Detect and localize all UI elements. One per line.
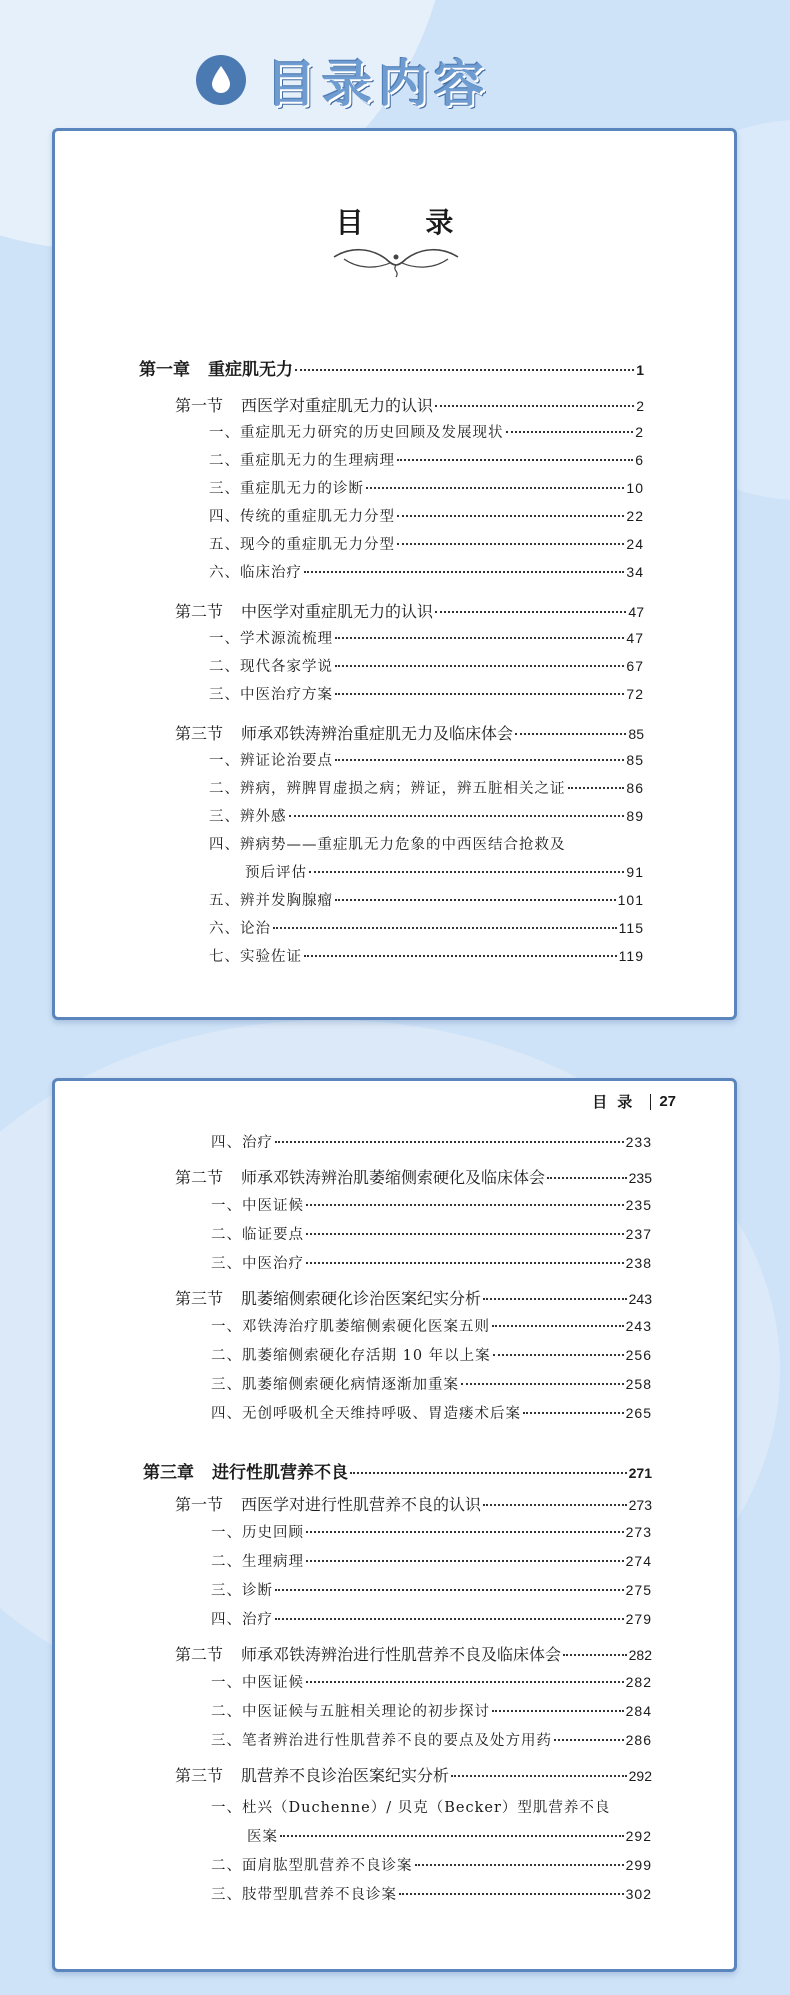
toc-entry-label: 第二节 xyxy=(175,1168,224,1187)
toc-entry-item xyxy=(211,1550,652,1571)
toc-entry-page-number: 282 xyxy=(625,1674,652,1690)
toc-entry-page-number: 101 xyxy=(617,892,644,908)
toc-entry-title xyxy=(139,355,293,380)
toc-entry-page-number: 47 xyxy=(628,604,644,620)
toc-entry-text: 二、生理病理 xyxy=(211,1554,304,1570)
toc-entry-page-number: 237 xyxy=(625,1226,652,1242)
toc-entry-section xyxy=(175,721,644,744)
toc-entry-item xyxy=(211,1373,652,1394)
toc-entry-page-number: 273 xyxy=(625,1524,652,1540)
leader-dots xyxy=(397,515,624,517)
leader-dots xyxy=(568,787,625,789)
toc-entry-text: 六、临床治疗 xyxy=(209,565,302,581)
toc-entry-title xyxy=(209,945,302,966)
toc-entry-item xyxy=(211,1315,652,1336)
toc-entry-page-number: 2 xyxy=(635,424,644,440)
toc-entry-page-number: 47 xyxy=(626,630,644,646)
toc-entry-title xyxy=(211,1194,304,1215)
toc-entry-title xyxy=(209,749,333,770)
toc-entry-item xyxy=(209,505,644,526)
toc-entry-item xyxy=(209,655,644,676)
toc-entry-title xyxy=(209,505,395,526)
toc-entry-page-number: 292 xyxy=(628,1768,652,1784)
leader-dots xyxy=(397,459,633,461)
toc-entry-title xyxy=(211,1796,610,1817)
toc-entry-text: 二、肌萎缩侧索硬化存活期 10 年以上案 xyxy=(211,1348,491,1364)
toc-entry-item xyxy=(211,1796,652,1817)
toc-entry-text: 重症肌无力 xyxy=(208,360,293,380)
toc-entry-page-number: 284 xyxy=(625,1703,652,1719)
toc-entry-text: 二、临证要点 xyxy=(211,1227,304,1243)
toc-entry-page-number: 10 xyxy=(626,480,644,496)
toc-entry-page-number: 243 xyxy=(625,1318,652,1334)
leader-dots xyxy=(309,871,624,873)
toc-entry-title xyxy=(209,533,395,554)
toc-entry-text: 三、肢带型肌营养不良诊案 xyxy=(211,1887,397,1903)
running-head xyxy=(592,1091,676,1112)
leader-dots xyxy=(366,487,624,489)
leader-dots xyxy=(461,1383,624,1385)
leader-dots xyxy=(335,693,624,695)
toc-entry-page-number: 258 xyxy=(625,1376,652,1392)
toc-entry-page-number: 119 xyxy=(618,948,644,964)
toc-entry-title xyxy=(209,655,333,676)
toc-entry-text: 中医学对重症肌无力的认识 xyxy=(241,602,434,621)
page-header xyxy=(196,44,490,116)
toc-entry-text: 三、笔者辨治进行性肌营养不良的要点及处方用药 xyxy=(211,1733,552,1749)
toc-entry-title xyxy=(211,1854,413,1875)
toc-entry-title xyxy=(211,1550,304,1571)
toc-entry-page-number: 115 xyxy=(618,920,644,936)
toc-entry-title xyxy=(211,1252,304,1273)
toc-entry-text: 三、重症肌无力的诊断 xyxy=(209,481,364,497)
toc-entry-title xyxy=(175,1492,481,1515)
leader-dots xyxy=(335,637,624,639)
toc-entry-item xyxy=(209,889,644,910)
toc-entry-title xyxy=(209,561,302,582)
leader-dots xyxy=(280,1835,624,1837)
leader-dots xyxy=(273,927,617,929)
leader-dots xyxy=(492,1325,624,1327)
leader-dots xyxy=(275,1141,624,1143)
leader-dots xyxy=(515,733,626,735)
leader-dots xyxy=(554,1739,624,1741)
toc-entry-page-number: 273 xyxy=(628,1497,652,1513)
toc-entry-title xyxy=(175,1286,481,1309)
toc-entry-page-number: 6 xyxy=(635,452,644,468)
toc-title: 目 录 xyxy=(335,206,480,239)
toc-entry-title xyxy=(245,861,307,882)
toc-entry-title xyxy=(209,421,504,442)
toc-entry-title xyxy=(209,833,566,854)
toc-entry-item xyxy=(209,683,644,704)
toc-entry-text: 四、无创呼吸机全天维持呼吸、胃造瘘术后案 xyxy=(211,1406,521,1422)
toc-entry-title xyxy=(247,1825,278,1846)
toc-entry-chapter xyxy=(139,355,644,380)
toc-entry-title xyxy=(211,1131,273,1152)
toc-entry-item xyxy=(211,1700,652,1721)
toc-entry-text: 四、传统的重症肌无力分型 xyxy=(209,509,395,525)
leader-dots xyxy=(306,1560,624,1562)
toc-entry-item xyxy=(211,1223,652,1244)
toc-entry-item xyxy=(209,805,644,826)
toc-entry-text: 二、辨病，辨脾胃虚损之病；辨证，辨五脏相关之证 xyxy=(209,781,566,797)
toc-entry-text: 四、治疗 xyxy=(211,1135,273,1151)
leader-dots xyxy=(306,1262,624,1264)
toc-entry-title xyxy=(209,477,364,498)
toc-entry-title xyxy=(209,889,333,910)
toc-entry-item xyxy=(211,1729,652,1750)
toc-entry-text: 西医学对重症肌无力的认识 xyxy=(241,396,434,415)
toc-entry-text: 三、辨外感 xyxy=(209,809,287,825)
toc-entry-label: 第一章 xyxy=(139,360,190,380)
toc-entry-page-number: 275 xyxy=(625,1582,652,1598)
toc-entry-page-number: 279 xyxy=(625,1611,652,1627)
leader-dots xyxy=(306,1233,624,1235)
leader-dots xyxy=(335,759,624,761)
toc-entry-title xyxy=(175,1165,545,1188)
leader-dots xyxy=(304,571,624,573)
toc-entry-section xyxy=(175,1642,652,1665)
toc-entry-text: 一、中医证候 xyxy=(211,1198,304,1214)
toc-entry-title xyxy=(211,1344,491,1365)
toc-entry-text: 三、诊断 xyxy=(211,1583,273,1599)
toc-entry-page-number: 243 xyxy=(628,1291,652,1307)
toc-entry-title xyxy=(209,777,566,798)
toc-entry-page-number: 85 xyxy=(626,752,644,768)
flourish-ornament-icon xyxy=(330,243,462,279)
toc-entry-section xyxy=(175,1286,652,1309)
toc-entry-item xyxy=(211,1521,652,1542)
toc-entry-page-number: 233 xyxy=(625,1134,652,1150)
toc-entry-title xyxy=(211,1373,459,1394)
toc-entry-text: 二、面肩肱型肌营养不良诊案 xyxy=(211,1858,413,1874)
toc-entry-page-number: 34 xyxy=(626,564,644,580)
leader-dots xyxy=(397,543,624,545)
toc-entry-item xyxy=(211,1194,652,1215)
toc-entry-text: 一、邓铁涛治疗肌萎缩侧索硬化医案五则 xyxy=(211,1319,490,1335)
toc-entry-text: 二、中医证候与五脏相关理论的初步探讨 xyxy=(211,1704,490,1720)
toc-page-2 xyxy=(52,1078,737,1972)
toc-entry-title xyxy=(175,599,433,622)
toc-entry-item xyxy=(211,1854,652,1875)
leader-dots xyxy=(295,369,634,371)
toc-entry-page-number: 292 xyxy=(625,1828,652,1844)
toc-entry-title xyxy=(211,1608,273,1629)
toc-entry-title xyxy=(211,1402,521,1423)
toc-entry-item xyxy=(211,1671,652,1692)
leader-dots xyxy=(289,815,625,817)
toc-entry-section xyxy=(175,1763,652,1786)
toc-entry-label: 第三节 xyxy=(175,724,224,743)
leader-dots xyxy=(483,1298,627,1300)
leader-dots xyxy=(275,1618,624,1620)
leader-dots xyxy=(563,1654,627,1656)
toc-entry-item xyxy=(211,1344,652,1365)
toc-entry-item xyxy=(209,917,644,938)
toc-entry-item xyxy=(211,1252,652,1273)
toc-entry-text: 西医学对进行性肌营养不良的认识 xyxy=(241,1495,482,1514)
toc-entry-item xyxy=(209,421,644,442)
toc-entry-text: 师承邓铁涛辨治肌萎缩侧索硬化及临床体会 xyxy=(241,1168,546,1187)
toc-entry-chapter xyxy=(143,1458,652,1483)
toc-entry-page-number: 286 xyxy=(625,1732,652,1748)
toc-entry-label: 第一节 xyxy=(175,1495,224,1514)
water-drop-icon xyxy=(196,55,246,105)
toc-entry-page-number: 282 xyxy=(628,1647,652,1663)
toc-entry-text: 医案 xyxy=(247,1829,278,1845)
toc-entry-page-number: 1 xyxy=(636,362,644,378)
toc-entry-label: 第二节 xyxy=(175,1645,224,1664)
toc-entry-item xyxy=(209,561,644,582)
toc-entry-item xyxy=(209,477,644,498)
toc-entry-page-number: 85 xyxy=(628,726,644,742)
toc-entry-item xyxy=(209,945,644,966)
toc-entry-item xyxy=(211,1402,652,1423)
toc-entry-text: 一、中医证候 xyxy=(211,1675,304,1691)
toc-entry-item xyxy=(211,1883,652,1904)
leader-dots xyxy=(304,955,617,957)
leader-dots xyxy=(435,611,626,613)
toc-entry-item xyxy=(211,1131,652,1152)
toc-entry-text: 六、论治 xyxy=(209,921,271,937)
leader-dots xyxy=(335,899,616,901)
toc-entry-page-number: 89 xyxy=(626,808,644,824)
toc-entry-title xyxy=(211,1729,552,1750)
toc-entry-text: 二、重症肌无力的生理病理 xyxy=(209,453,395,469)
toc-page-1 xyxy=(52,128,737,1020)
leader-dots xyxy=(306,1204,624,1206)
leader-dots xyxy=(306,1681,624,1683)
toc-entry-page-number: 2 xyxy=(636,398,644,414)
toc-entry-title xyxy=(211,1521,304,1542)
toc-entry-text: 一、学术源流梳理 xyxy=(209,631,333,647)
toc-entry-title xyxy=(211,1579,273,1600)
toc-entry-page-number: 24 xyxy=(626,536,644,552)
toc-entry-page-number: 274 xyxy=(625,1553,652,1569)
toc-entry-text: 肌营养不良诊治医案纪实分析 xyxy=(241,1766,450,1785)
toc-entry-item xyxy=(247,1825,652,1846)
toc-entry-page-number: 235 xyxy=(625,1197,652,1213)
toc-entry-label: 第三章 xyxy=(143,1463,194,1483)
toc-entry-title xyxy=(175,393,433,416)
toc-entry-text: 五、现今的重症肌无力分型 xyxy=(209,537,395,553)
toc-entry-title xyxy=(175,721,513,744)
toc-entry-text: 五、辨并发胸腺瘤 xyxy=(209,893,333,909)
toc-entry-text: 师承邓铁涛辨治重症肌无力及临床体会 xyxy=(241,724,514,743)
toc-entry-text: 三、中医治疗 xyxy=(211,1256,304,1272)
toc-entry-title xyxy=(211,1883,397,1904)
toc-entry-item xyxy=(211,1608,652,1629)
leader-dots xyxy=(350,1472,627,1474)
toc-entry-item xyxy=(211,1579,652,1600)
toc-entry-page-number: 67 xyxy=(626,658,644,674)
toc-entry-item xyxy=(209,627,644,648)
leader-dots xyxy=(493,1354,624,1356)
toc-entry-section xyxy=(175,1492,652,1515)
leader-dots xyxy=(506,431,634,433)
toc-entry-item xyxy=(209,533,644,554)
header-title: 目录内容 xyxy=(266,55,490,113)
toc-entry-item xyxy=(209,777,644,798)
toc-entry-text: 三、肌萎缩侧索硬化病情逐渐加重案 xyxy=(211,1377,459,1393)
toc-entry-text: 一、杜兴（Duchenne）/ 贝克（Becker）型肌营养不良 xyxy=(211,1800,611,1816)
toc-entry-item xyxy=(209,833,644,854)
toc-entry-text: 进行性肌营养不良 xyxy=(212,1463,348,1483)
toc-entry-text: 七、实验佐证 xyxy=(209,949,302,965)
toc-entry-page-number: 238 xyxy=(625,1255,652,1271)
toc-entry-text: 三、中医治疗方案 xyxy=(209,687,333,703)
toc-entry-page-number: 265 xyxy=(625,1405,652,1421)
leader-dots xyxy=(523,1412,624,1414)
running-head-divider xyxy=(650,1094,651,1110)
leader-dots xyxy=(435,405,634,407)
toc-entry-text: 肌萎缩侧索硬化诊治医案纪实分析 xyxy=(241,1289,482,1308)
toc-entry-title xyxy=(209,805,287,826)
toc-entry-label: 第三节 xyxy=(175,1766,224,1785)
toc-entry-title xyxy=(209,449,395,470)
toc-entry-page-number: 22 xyxy=(626,508,644,524)
toc-entry-page-number: 299 xyxy=(625,1857,652,1873)
toc-entry-page-number: 91 xyxy=(626,864,644,880)
leader-dots xyxy=(451,1775,627,1777)
toc-entry-section xyxy=(175,393,644,416)
leader-dots xyxy=(483,1504,627,1506)
running-head-page-number: 27 xyxy=(659,1093,676,1110)
leader-dots xyxy=(492,1710,624,1712)
toc-entry-section xyxy=(175,599,644,622)
toc-entry-text: 四、治疗 xyxy=(211,1612,273,1628)
toc-entry-title xyxy=(211,1315,490,1336)
running-head-label: 目录 xyxy=(592,1093,643,1111)
toc-entry-title xyxy=(209,917,271,938)
toc-entry-title xyxy=(211,1671,304,1692)
leader-dots xyxy=(399,1893,624,1895)
toc-entry-page-number: 235 xyxy=(628,1170,652,1186)
toc-entry-title xyxy=(211,1700,490,1721)
toc-entry-title xyxy=(175,1642,561,1665)
leader-dots xyxy=(415,1864,624,1866)
toc-entry-title xyxy=(209,627,333,648)
toc-entry-title xyxy=(175,1763,449,1786)
toc-entry-item xyxy=(209,449,644,470)
toc-entry-label: 第二节 xyxy=(175,602,224,621)
toc-entry-item xyxy=(209,749,644,770)
toc-entry-text: 一、历史回顾 xyxy=(211,1525,304,1541)
toc-entry-page-number: 86 xyxy=(626,780,644,796)
toc-entry-page-number: 72 xyxy=(626,686,644,702)
toc-entry-page-number: 256 xyxy=(625,1347,652,1363)
toc-entry-label: 第一节 xyxy=(175,396,224,415)
leader-dots xyxy=(306,1531,624,1533)
toc-entry-text: 四、辨病势——重症肌无力危象的中西医结合抢救及 xyxy=(209,837,566,853)
toc-entry-page-number: 302 xyxy=(625,1886,652,1902)
toc-entry-title xyxy=(209,683,333,704)
toc-entry-title xyxy=(143,1458,348,1483)
toc-entry-section xyxy=(175,1165,652,1188)
toc-entry-label: 第三节 xyxy=(175,1289,224,1308)
toc-entry-text: 一、重症肌无力研究的历史回顾及发展现状 xyxy=(209,425,504,441)
toc-entry-text: 一、辨证论治要点 xyxy=(209,753,333,769)
leader-dots xyxy=(335,665,624,667)
toc-entry-item xyxy=(245,861,644,882)
toc-entry-text: 师承邓铁涛辨治进行性肌营养不良及临床体会 xyxy=(241,1645,562,1664)
leader-dots xyxy=(275,1589,624,1591)
toc-entry-page-number: 271 xyxy=(628,1465,652,1481)
leader-dots xyxy=(547,1177,627,1179)
toc-entry-title xyxy=(211,1223,304,1244)
toc-entry-text: 预后评估 xyxy=(245,865,307,881)
toc-entry-text: 二、现代各家学说 xyxy=(209,659,333,675)
